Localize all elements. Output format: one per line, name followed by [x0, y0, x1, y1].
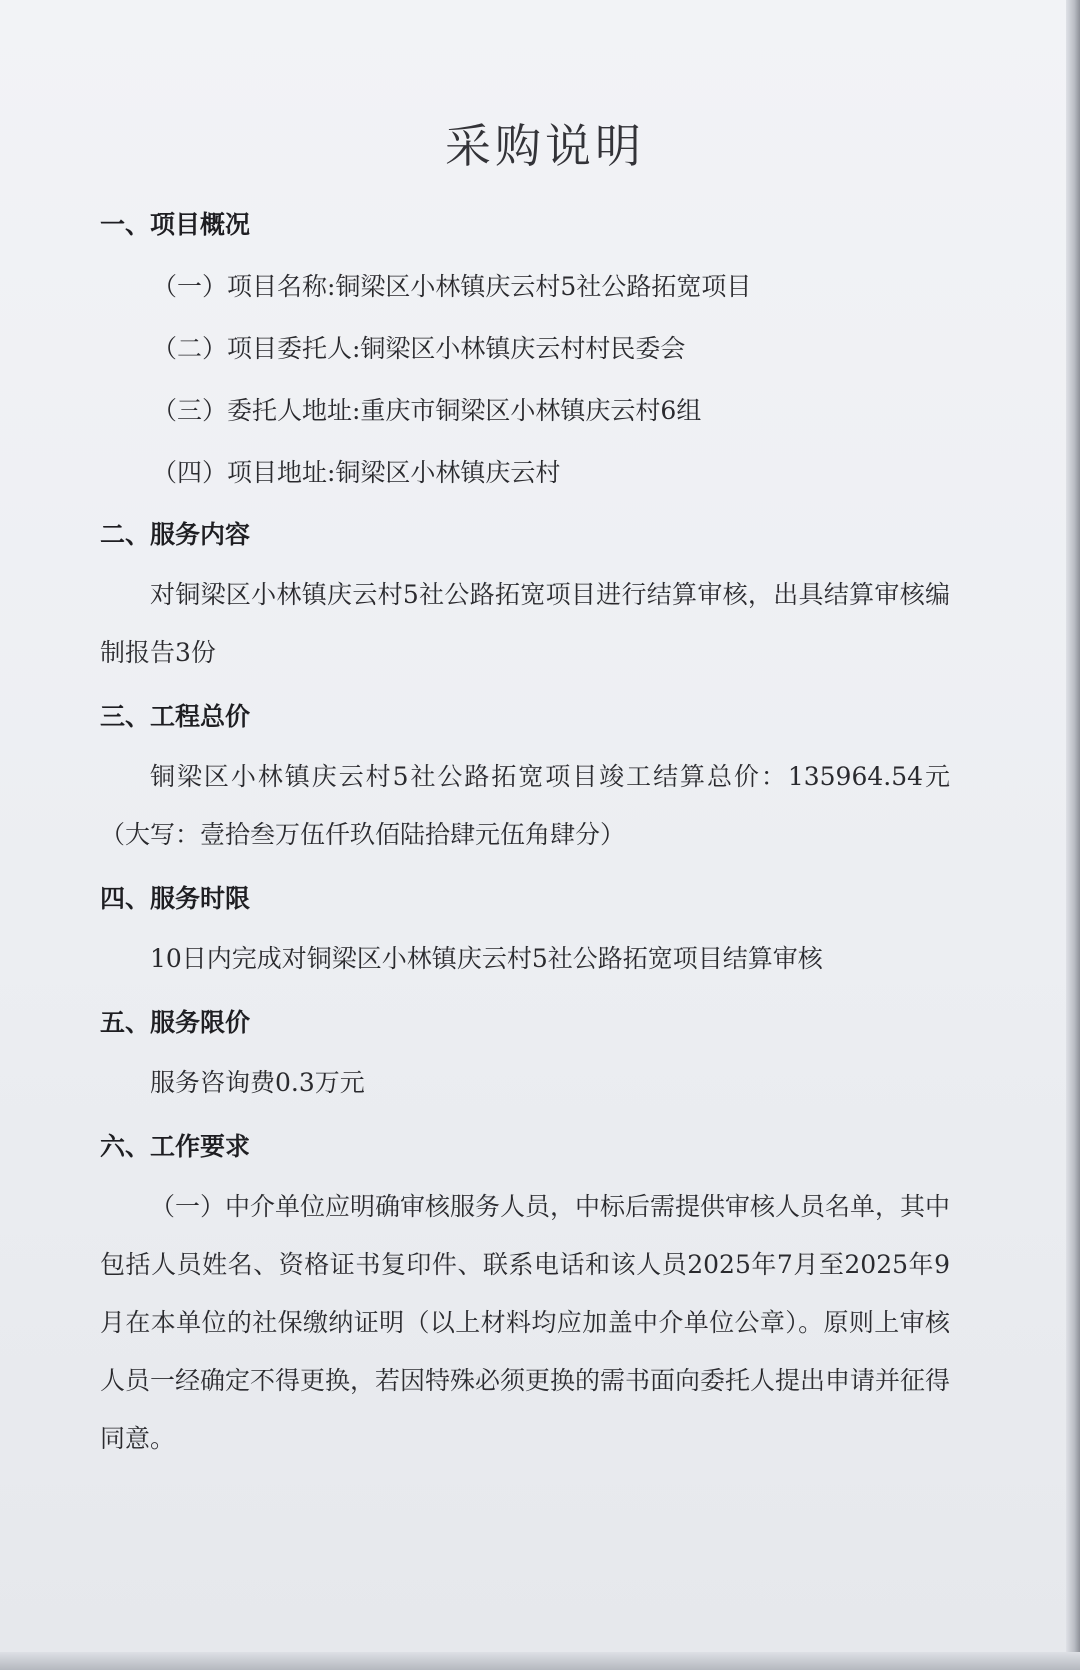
- document-body: [100, 110, 950, 1472]
- section-service-price-limit: [100, 992, 950, 1116]
- section-heading: 五、服务限价: [100, 1008, 251, 1037]
- overview-item-client-address: （三）委托人地址:重庆市铜梁区小林镇庆云村6组: [152, 396, 702, 425]
- page-right-edge-shadow: [1066, 0, 1080, 1670]
- section-paragraph: 铜梁区小林镇庆云村5社公路拓宽项目竣工结算总价：135964.54元（大写：壹拾叁万伍仟玖佰陆拾肆元伍角肆分）: [100, 762, 950, 849]
- overview-item-client: （二）项目委托人:铜梁区小林镇庆云村村民委会: [152, 334, 686, 363]
- overview-item-project-name: （一）项目名称:铜梁区小林镇庆云村5社公路拓宽项目: [152, 272, 752, 301]
- section-heading: 六、工作要求: [100, 1132, 251, 1161]
- section-total-price: [100, 686, 950, 868]
- section-work-requirements: [100, 1116, 950, 1472]
- section-project-overview: [100, 194, 950, 504]
- section-paragraph: 对铜梁区小林镇庆云村5社公路拓宽项目进行结算审核，出具结算审核编制报告3份: [100, 580, 950, 667]
- section-paragraph: 10日内完成对铜梁区小林镇庆云村5社公路拓宽项目结算审核: [150, 944, 823, 973]
- section-heading: 三、工程总价: [100, 702, 251, 731]
- section-paragraph: 服务咨询费0.3万元: [150, 1068, 365, 1097]
- document-title: 采购说明: [445, 119, 645, 173]
- section-heading: 二、服务内容: [100, 520, 251, 549]
- section-paragraph: （一）中介单位应明确审核服务人员，中标后需提供审核人员名单，其中包括人员姓名、资格证书复印件、联系电话和该人员2025年7月至2025年9月在本单位的社保缴纳证明（以上材料均应加盖中介单位公章）。原则上审核人员一经确定不得更换，若因特殊必须更换的需书面向委托人提出申请并征得同意。: [100, 1192, 951, 1453]
- section-heading: 四、服务时限: [100, 884, 251, 913]
- section-service-content: [100, 504, 950, 686]
- section-heading: 一、项目概况: [100, 210, 251, 239]
- overview-item-project-address: （四）项目地址:铜梁区小林镇庆云村: [152, 458, 561, 487]
- page-bottom-edge-shadow: [0, 1652, 1080, 1670]
- section-service-deadline: [100, 868, 950, 992]
